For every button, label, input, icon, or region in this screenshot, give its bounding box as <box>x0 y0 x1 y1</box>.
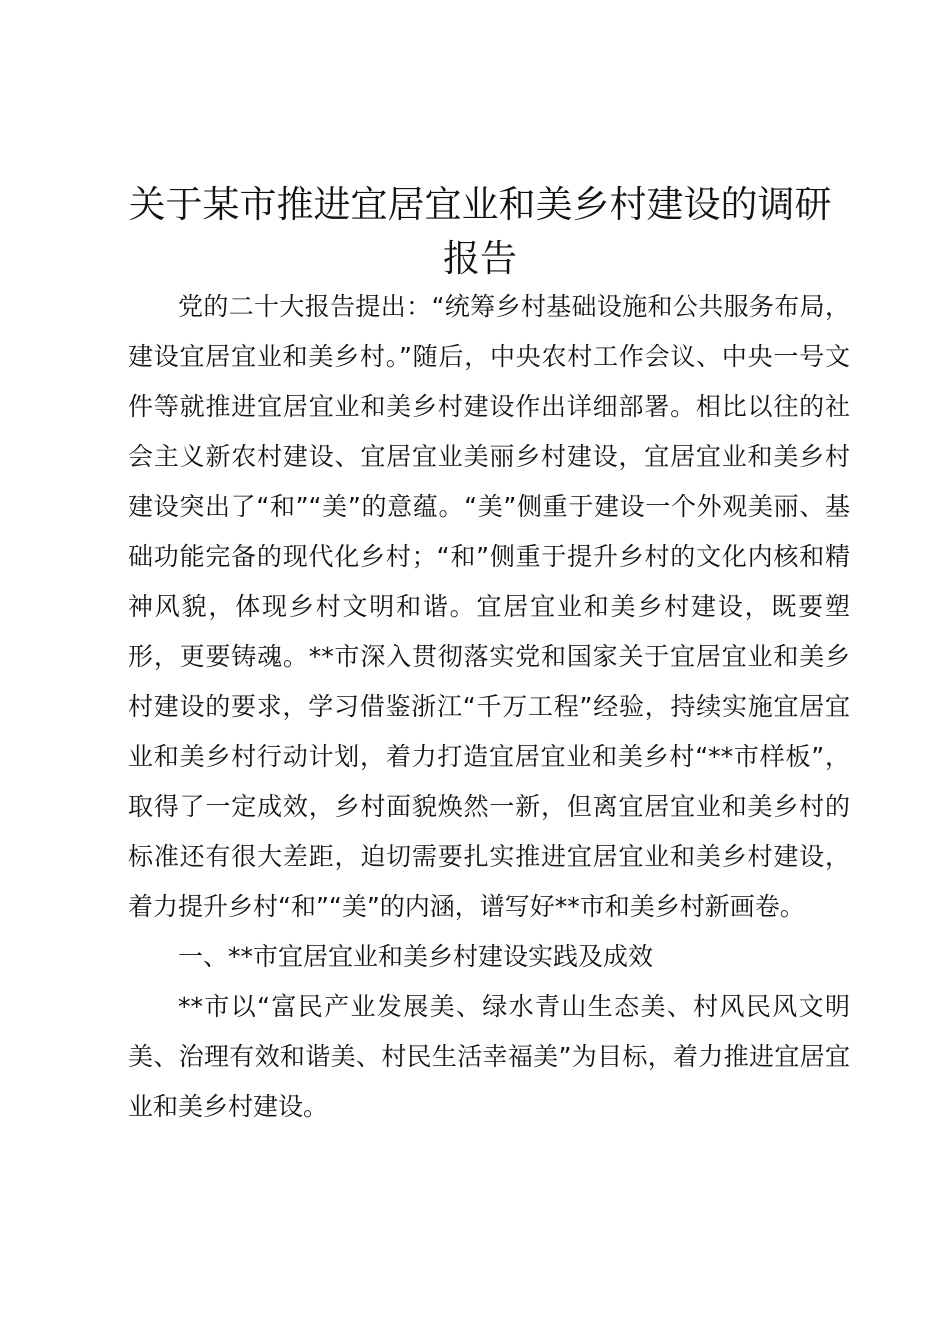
document-body <box>128 282 850 1132</box>
section-paragraph: **市以“富民产业发展美、绿水青山生态美、村风民风文明美、治理有效和谐美、村民生活幸福美”为目标，着力推进宜居宜业和美乡村建设。 <box>128 992 850 1121</box>
document-title: 关于某市推进宜居宜业和美乡村建设的调研报告 <box>128 183 832 280</box>
intro-paragraph: 党的二十大报告提出：“统筹乡村基础设施和公共服务布局，建设宜居宜业和美乡村。”随后，中央农村工作会议、中央一号文件等就推进宜居宜业和美乡村建设作出详细部署。相比以往的社会主义新农村建设、宜居宜业美丽乡村建设，宜居宜业和美乡村建设突出了“和”“美”的意蕴。“美”侧重于建设一个外观美丽、基础功能完备的现代化乡村；“和”侧重于提升乡村的文化内核和精神风貌，体现乡村文明和谐。宜居宜业和美乡村建设，既要塑形，更要铸魂。**市深入贯彻落实党和国家关于宜居宜业和美乡村建设的要求，学习借鉴浙江“千万工程”经验，持续实施宜居宜业和美乡村行动计划，着力打造宜居宜业和美乡村“**市样板”，取得了一定成效，乡村面貌焕然一新，但离宜居宜业和美乡村的标准还有很大差距，迫切需要扎实推进宜居宜业和美乡村建设，着力提升乡村“和”“美”的内涵，谱写好**市和美乡村新画卷。 <box>128 292 850 921</box>
section-heading: 一、**市宜居宜业和美乡村建设实践及成效 <box>178 942 654 971</box>
